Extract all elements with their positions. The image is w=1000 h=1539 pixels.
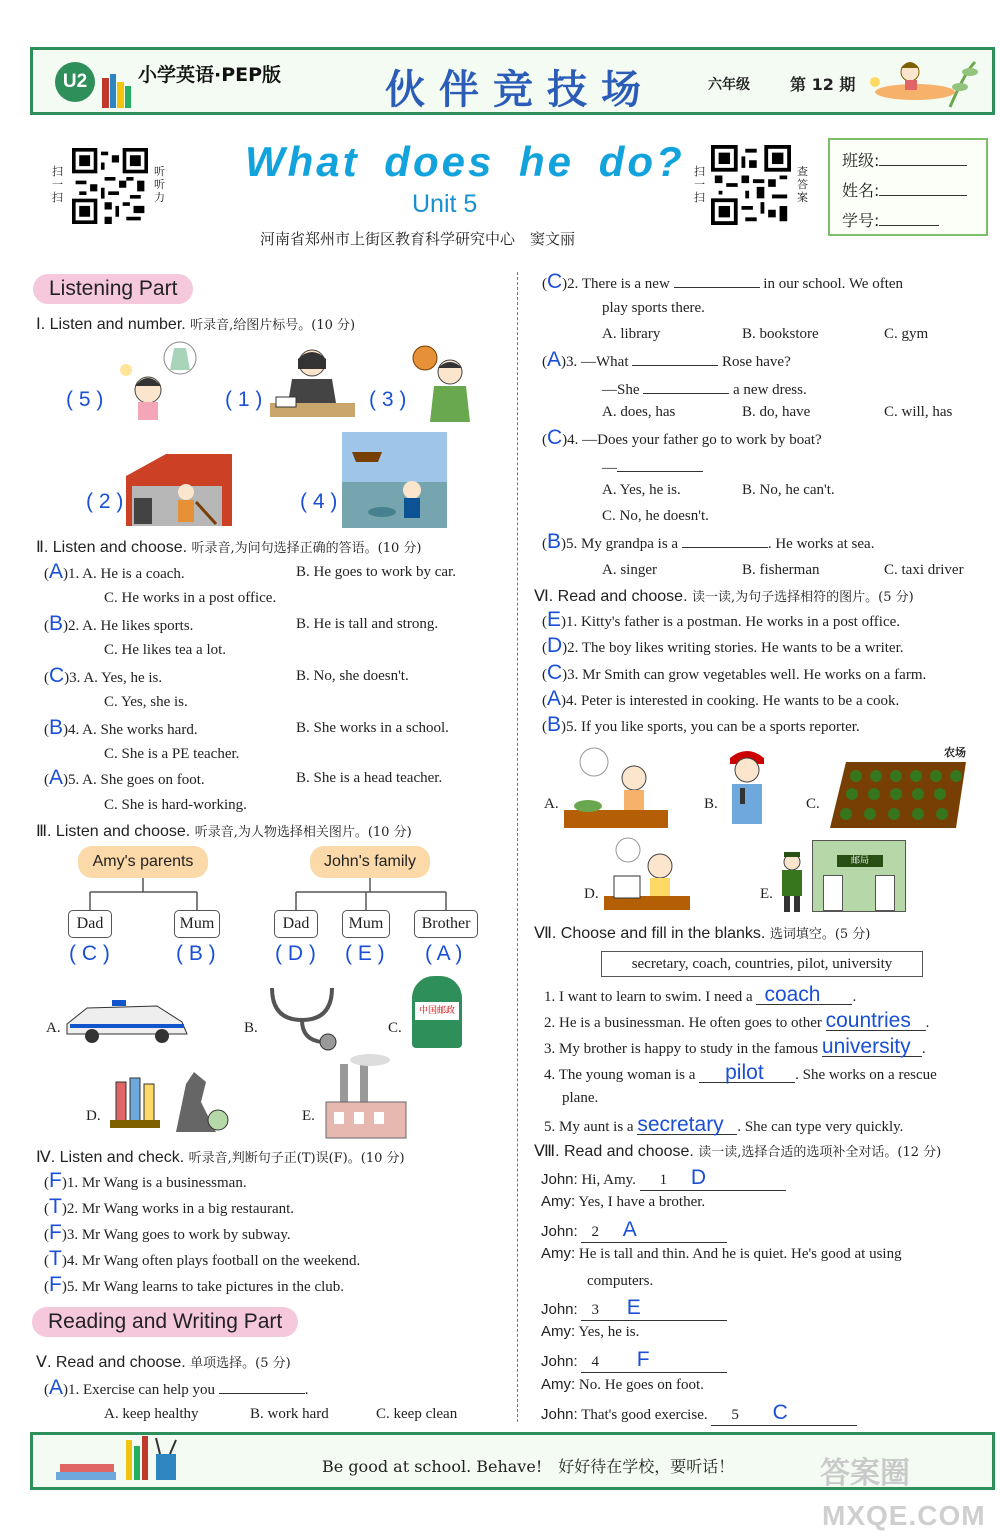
picture-letter: B. [244, 1020, 258, 1036]
mc-option-b: B. No, he can't. [742, 482, 835, 498]
watermark-url: MXQE.COM [822, 1500, 986, 1531]
choice-option-c: C. She is hard-working. [104, 797, 247, 813]
unit-badge: U2 [55, 62, 95, 102]
tree-answer: ( D ) [275, 942, 316, 965]
mc-blank[interactable] [632, 350, 718, 366]
section-2-title: Ⅱ. Listen and choose. [36, 539, 188, 556]
choice-option-b: B. No, she doesn't. [296, 668, 409, 684]
picture-answer: ( 2 ) [86, 490, 124, 513]
mailbox-illustration [412, 976, 462, 1048]
section-6-instruction: 读一读,为句子选择相符的图片。(5 分) [691, 590, 914, 605]
check-text: )1. Mr Wang is a businessman. [61, 1175, 247, 1191]
fill-text-end: . She works on a rescue [795, 1067, 937, 1083]
section-1-instruction: 听录音,给图片标号。(10 分) [190, 318, 356, 333]
section-7-title: Ⅶ. Choose and fill in the blanks. [534, 925, 766, 942]
choice-answer: A [49, 560, 64, 583]
class-label: 班级: [842, 151, 880, 170]
check-answer: F [49, 1221, 62, 1244]
fill-item [544, 1113, 904, 1136]
dialog-answer[interactable]: D [690, 1166, 707, 1189]
books-pencils-icon [52, 1436, 192, 1486]
choice-option-b: B. He is tall and strong. [296, 616, 439, 632]
match-text: )1. Kitty's father is a postman. He works in a post office. [561, 614, 901, 630]
check-item: (F)5. Mr Wang learns to take pictures in the club. [44, 1273, 345, 1296]
factory-illustration [320, 1054, 412, 1140]
match-item: (A)4. Peter is interested in cooking. He wants to be a cook. [542, 687, 900, 710]
author-line: 河南省郑州市上街区教育科学研究中心 窦文丽 [260, 230, 576, 248]
qr-right-caption: 扫一扫 [694, 165, 705, 204]
answer-qr-code[interactable] [708, 145, 794, 225]
watermark-logo: 答案圈 [820, 1457, 910, 1490]
mc-question-3: (A)3. —What Rose have? [542, 348, 791, 371]
dialog-line [541, 1401, 857, 1426]
match-item: (E)1. Kitty's father is a postman. He works in a post office. [542, 608, 901, 631]
picture-letter: C. [388, 1020, 402, 1036]
post-office-illustration [812, 840, 906, 912]
dialog-text: Yes, I have a brother. [578, 1194, 706, 1210]
mc-question-2: (C)2. There is a new in our school. We often [542, 270, 904, 293]
street-cleaner-illustration [126, 446, 232, 526]
dialog-text: That's good exercise. [581, 1407, 708, 1423]
mc-option-c: C. taxi driver [884, 562, 964, 578]
check-text: )5. Mr Wang learns to take pictures in the club. [61, 1279, 345, 1295]
check-text: )3. Mr Wang goes to work by subway. [61, 1227, 291, 1243]
dialog-answer[interactable]: F [636, 1348, 650, 1371]
fill-text-end: . [925, 1015, 930, 1031]
dialog-line [541, 1166, 786, 1191]
match-text: )5. If you like sports, you can be a sports reporter. [561, 719, 860, 735]
tree-member: Brother [414, 910, 478, 938]
mc-answer: B [547, 530, 562, 553]
dialog-line [541, 1296, 727, 1321]
picture-letter: E. [760, 886, 773, 902]
mc-text: )3. —What [561, 354, 629, 370]
tree-member: Mum [342, 910, 390, 938]
choice-option-b: B. She is a head teacher. [296, 770, 443, 786]
choice-option-a: )2. A. He likes sports. [63, 618, 194, 634]
mc-blank[interactable] [682, 532, 768, 548]
choice-option-a: )3. A. Yes, he is. [64, 670, 163, 686]
singer-girl-illustration [118, 340, 210, 422]
mc-line2: play sports there. [602, 300, 705, 316]
qr-left-caption: 扫一扫 [52, 165, 63, 204]
word-bank: secretary, coach, countries, pilot, university [601, 951, 923, 977]
mc-question-5: (B)5. My grandpa is a . He works at sea. [542, 530, 875, 553]
speaker: John: [541, 1171, 578, 1188]
tree-member: Dad [274, 910, 318, 938]
fill-answer[interactable]: pilot [699, 1064, 795, 1083]
picture-letter: A. [544, 796, 559, 812]
picture-letter: A. [46, 1020, 61, 1036]
mc-option-a: A. singer [602, 562, 657, 578]
issue-label: 第 12 期 [790, 75, 856, 94]
choice-option-c: C. Yes, she is. [104, 694, 188, 710]
mc-line2 [602, 378, 807, 399]
dialog-text: No. He goes on foot. [578, 1377, 704, 1393]
mailbox-label: 中国邮政 [415, 1002, 459, 1020]
mc-dash: — [602, 460, 617, 476]
check-answer: F [49, 1169, 62, 1192]
mc-blank[interactable] [617, 456, 703, 472]
dialog-answer[interactable]: E [626, 1296, 641, 1319]
subject-label: 小学英语·PEP版 [138, 64, 282, 86]
choice-option-a: )1. A. He is a coach. [63, 566, 185, 582]
footer-slogan: Be good at school. Behave! 好好待在学校，要听话！ [322, 1457, 735, 1476]
choice-item: (C)3. A. Yes, he is. [44, 664, 163, 687]
fisherman-illustration [342, 432, 447, 528]
mc-option-c: C. will, has [884, 404, 953, 420]
tree-answer: ( A ) [425, 942, 463, 965]
choice-option-c: C. He works in a post office. [104, 590, 277, 606]
number-field[interactable] [842, 208, 939, 231]
mc-text: )4. —Does your father go to work by boat? [562, 432, 822, 448]
tree-member: Mum [174, 910, 220, 938]
number-label: 学号: [842, 211, 880, 230]
section-6-title: Ⅵ. Read and choose. [534, 588, 688, 605]
blank-number: 4 [591, 1354, 599, 1370]
dialog-line-cont: computers. [587, 1273, 654, 1289]
tree-answer: ( B ) [176, 942, 216, 965]
speaker: Amy: [541, 1376, 576, 1393]
blank-number: 5 [731, 1407, 739, 1423]
section-7-instruction: 选词填空。(5 分) [769, 927, 871, 942]
police-car-illustration [62, 994, 192, 1044]
check-text: )4. Mr Wang often plays football on the weekend. [61, 1253, 361, 1269]
mc-blank-2[interactable] [643, 378, 729, 394]
choice-answer: A [49, 766, 64, 789]
name-field[interactable] [842, 178, 967, 201]
match-text: )2. The boy likes writing stories. He wants to be a writer. [562, 640, 904, 656]
speaker: John: [541, 1406, 578, 1423]
check-answer: F [49, 1273, 62, 1296]
fill-answer[interactable]: secretary [637, 1116, 737, 1135]
blank-number: 2 [591, 1224, 599, 1240]
reading-writing-part-heading: Reading and Writing Part [32, 1307, 298, 1337]
fill-item [544, 1061, 937, 1084]
qr-left-caption-right: 听听力 [154, 165, 165, 204]
fill-text: 3. My brother is happy to study in the famous [544, 1041, 819, 1057]
choice-answer: B [49, 716, 64, 739]
match-answer: B [547, 713, 562, 736]
mc-blank[interactable] [674, 272, 760, 288]
choice-item: (A)5. A. She goes on foot. [44, 766, 205, 789]
mc-answer: A [547, 348, 562, 371]
mc-text-cont: in our school. We often [763, 276, 904, 292]
blank-number: 3 [591, 1302, 599, 1318]
match-answer: E [547, 608, 562, 631]
match-answer: A [547, 687, 562, 710]
mc-option-b: B. work hard [250, 1406, 329, 1422]
mc-answer: A [49, 1376, 64, 1399]
dialog-line [541, 1348, 727, 1373]
fill-answer[interactable]: coach [756, 986, 852, 1005]
mc-option-a: A. keep healthy [104, 1406, 199, 1422]
section-7-heading [534, 923, 870, 943]
mc-answer: C [547, 426, 563, 449]
picture-answer: ( 5 ) [66, 388, 104, 411]
section-3-instruction: 听录音,为人物选择相关图片。(10 分) [194, 825, 412, 840]
choice-item: (B)2. A. He likes sports. [44, 612, 194, 635]
choice-option-a: )4. A. She works hard. [63, 722, 198, 738]
page-title: What does he do? [245, 138, 685, 185]
picture-letter: D. [584, 886, 599, 902]
match-item: (B)5. If you like sports, you can be a sports reporter. [542, 713, 860, 736]
section-5-instruction: 单项选择。(5 分) [190, 1356, 291, 1371]
dialog-line [541, 1323, 639, 1341]
postman-illustration [778, 852, 806, 912]
mc-option-b: B. fisherman [742, 562, 820, 578]
unit-label: Unit 5 [412, 190, 478, 218]
mc-option-c: C. keep clean [376, 1406, 458, 1422]
choice-option-b: B. He goes to work by car. [296, 564, 456, 580]
class-field[interactable] [842, 148, 967, 171]
dialog-line [541, 1376, 704, 1394]
blank-number: 1 [659, 1172, 668, 1188]
picture-answer: ( 4 ) [300, 490, 338, 513]
mc-option-a: A. Yes, he is. [602, 482, 681, 498]
picture-answer: ( 1 ) [225, 388, 263, 411]
mc-option-c: C. gym [884, 326, 929, 342]
picture-letter: C. [806, 796, 820, 812]
mc-text: )2. There is a new [562, 276, 670, 292]
dialog-text: Yes, he is. [578, 1324, 640, 1340]
mc-option-a: A. does, has [602, 404, 676, 420]
check-text: )2. Mr Wang works in a big restaurant. [61, 1201, 295, 1217]
fill-text: 1. I want to learn to swim. I need a [544, 989, 753, 1005]
check-answer: T [49, 1247, 62, 1270]
mc-blank[interactable] [219, 1378, 305, 1394]
mc-line2-start: —She [602, 382, 640, 398]
mc-question-4: (C)4. —Does your father go to work by boat? [542, 426, 822, 449]
post-office-sign: 邮局 [837, 855, 883, 867]
choice-answer: C [49, 664, 65, 687]
column-divider [517, 272, 518, 1422]
mc-line2 [602, 456, 703, 477]
section-6-heading [534, 586, 914, 606]
head-teacher-illustration [270, 345, 355, 417]
dialog-line [541, 1218, 727, 1243]
mc-answer: C [547, 270, 563, 293]
tree-member: Dad [68, 910, 112, 938]
writer-boy-illustration [604, 836, 690, 916]
picture-letter: D. [86, 1108, 101, 1124]
check-item: (F)1. Mr Wang is a businessman. [44, 1169, 247, 1192]
check-item: (T)4. Mr Wang often plays football on the weekend. [44, 1247, 361, 1270]
qr-right-caption-right: 查答案 [797, 165, 808, 204]
dialog-text: Hi, Amy. [581, 1172, 636, 1188]
section-4-heading [36, 1147, 405, 1167]
speaker: John: [541, 1353, 578, 1370]
fill-text-end: . [921, 1041, 926, 1057]
section-5-title: Ⅴ. Read and choose. [36, 1354, 186, 1371]
dialog-answer[interactable]: A [622, 1218, 637, 1241]
picture-letter: E. [302, 1108, 315, 1124]
section-8-instruction: 读一读,选择合适的选项补全对话。(12 分) [698, 1145, 942, 1160]
choice-item: (A)1. A. He is a coach. [44, 560, 185, 583]
number-blank[interactable] [879, 210, 939, 226]
name-blank[interactable] [879, 180, 967, 196]
grade-label: 六年级 [708, 77, 750, 93]
student-info-box [828, 138, 988, 236]
mc-text: )1. Exercise can help you [63, 1382, 216, 1398]
speaker: Amy: [541, 1193, 576, 1210]
picture-letter: B. [704, 796, 718, 812]
section-8-heading [534, 1141, 941, 1161]
masthead-title: 伙伴竞技场 [385, 66, 655, 113]
stethoscope-illustration [262, 980, 352, 1052]
dialog-answer[interactable]: C [772, 1401, 788, 1424]
fill-text-end: . She can type very quickly. [737, 1119, 904, 1135]
farm-sign: 农场 [944, 746, 966, 759]
speaker: Amy: [541, 1323, 576, 1340]
listening-part-heading: Listening Part [33, 274, 193, 304]
johns-family-label: John's family [310, 846, 430, 878]
cooking-boy-illustration [564, 744, 668, 828]
match-text: )3. Mr Smith can grow vegetables well. He works on a farm. [562, 667, 927, 683]
match-text: )4. Peter is interested in cooking. He wants to be a cook. [561, 693, 900, 709]
class-blank[interactable] [879, 150, 967, 166]
check-item: (T)2. Mr Wang works in a big restaurant. [44, 1195, 295, 1218]
mc-text-cont: Rose have? [722, 354, 791, 370]
name-label: 姓名: [842, 181, 880, 200]
lab-equipment-illustration [106, 1062, 234, 1138]
section-1-heading [36, 314, 355, 334]
section-2-heading [36, 537, 422, 557]
choice-option-c: C. She is a PE teacher. [104, 746, 240, 762]
mc-option-b: B. bookstore [742, 326, 819, 342]
fill-answer[interactable]: countries [826, 1012, 926, 1031]
basketball-coach-illustration [410, 344, 485, 424]
fill-text-end: . [852, 989, 857, 1005]
tree-answer: ( C ) [69, 942, 110, 965]
mc-text-cont: . He works at sea. [767, 536, 875, 552]
fill-item [544, 983, 857, 1006]
match-answer: D [547, 634, 563, 657]
choice-option-b: B. She works in a school. [296, 720, 449, 736]
choice-answer: B [49, 612, 64, 635]
section-4-title: Ⅳ. Listen and check. [36, 1149, 185, 1166]
family-tree-connectors [60, 878, 480, 910]
section-4-instruction: 听录音,判断句子正(T)误(F)。(10 分) [188, 1151, 405, 1166]
fill-item-cont: plane. [562, 1090, 599, 1106]
match-item: (D)2. The boy likes writing stories. He wants to be a writer. [542, 634, 904, 657]
section-2-instruction: 听录音,为问句选择正确的答语。(10 分) [191, 541, 422, 556]
mc-option-b: B. do, have [742, 404, 811, 420]
fill-answer[interactable]: university [822, 1038, 922, 1057]
match-answer: C [547, 661, 563, 684]
choice-option-a: )5. A. She goes on foot. [63, 772, 205, 788]
section-5-heading [36, 1352, 291, 1372]
girl-on-plane-illustration [855, 52, 990, 112]
mc-option-c: C. No, he doesn't. [602, 508, 709, 524]
mc-question-1: (A)1. Exercise can help you . [44, 1376, 309, 1399]
check-answer: T [49, 1195, 62, 1218]
mc-option-a: A. library [602, 326, 661, 342]
fill-item [544, 1009, 930, 1032]
dialog-line [541, 1245, 902, 1263]
speaker: Amy: [541, 1245, 576, 1262]
dialog-text: He is tall and thin. And he is quiet. He's good at using [578, 1246, 902, 1262]
section-3-title: Ⅲ. Listen and choose. [36, 823, 191, 840]
amys-parents-label: Amy's parents [78, 846, 208, 878]
listening-qr-code[interactable] [72, 148, 148, 224]
section-8-title: Ⅷ. Read and choose. [534, 1143, 694, 1160]
picture-answer: ( 3 ) [369, 388, 407, 411]
mc-text: )5. My grandpa is a [561, 536, 679, 552]
section-1-title: Ⅰ. Listen and number. [36, 316, 186, 333]
check-item: (F)3. Mr Wang goes to work by subway. [44, 1221, 291, 1244]
fill-item [544, 1035, 926, 1058]
speaker: John: [541, 1301, 578, 1318]
section-3-heading [36, 821, 412, 841]
fill-text: 4. The young woman is a [544, 1067, 696, 1083]
books-icon [100, 70, 132, 110]
choice-option-c: C. He likes tea a lot. [104, 642, 227, 658]
sports-reporter-illustration [722, 744, 772, 828]
speaker: John: [541, 1223, 578, 1240]
fill-text: 5. My aunt is a [544, 1119, 634, 1135]
match-item: (C)3. Mr Smith can grow vegetables well. He works on a farm. [542, 661, 927, 684]
dialog-line [541, 1193, 705, 1211]
fill-text: 2. He is a businessman. He often goes to other [544, 1015, 822, 1031]
mc-line2-end: a new dress. [733, 382, 807, 398]
tree-answer: ( E ) [345, 942, 385, 965]
choice-item: (B)4. A. She works hard. [44, 716, 198, 739]
